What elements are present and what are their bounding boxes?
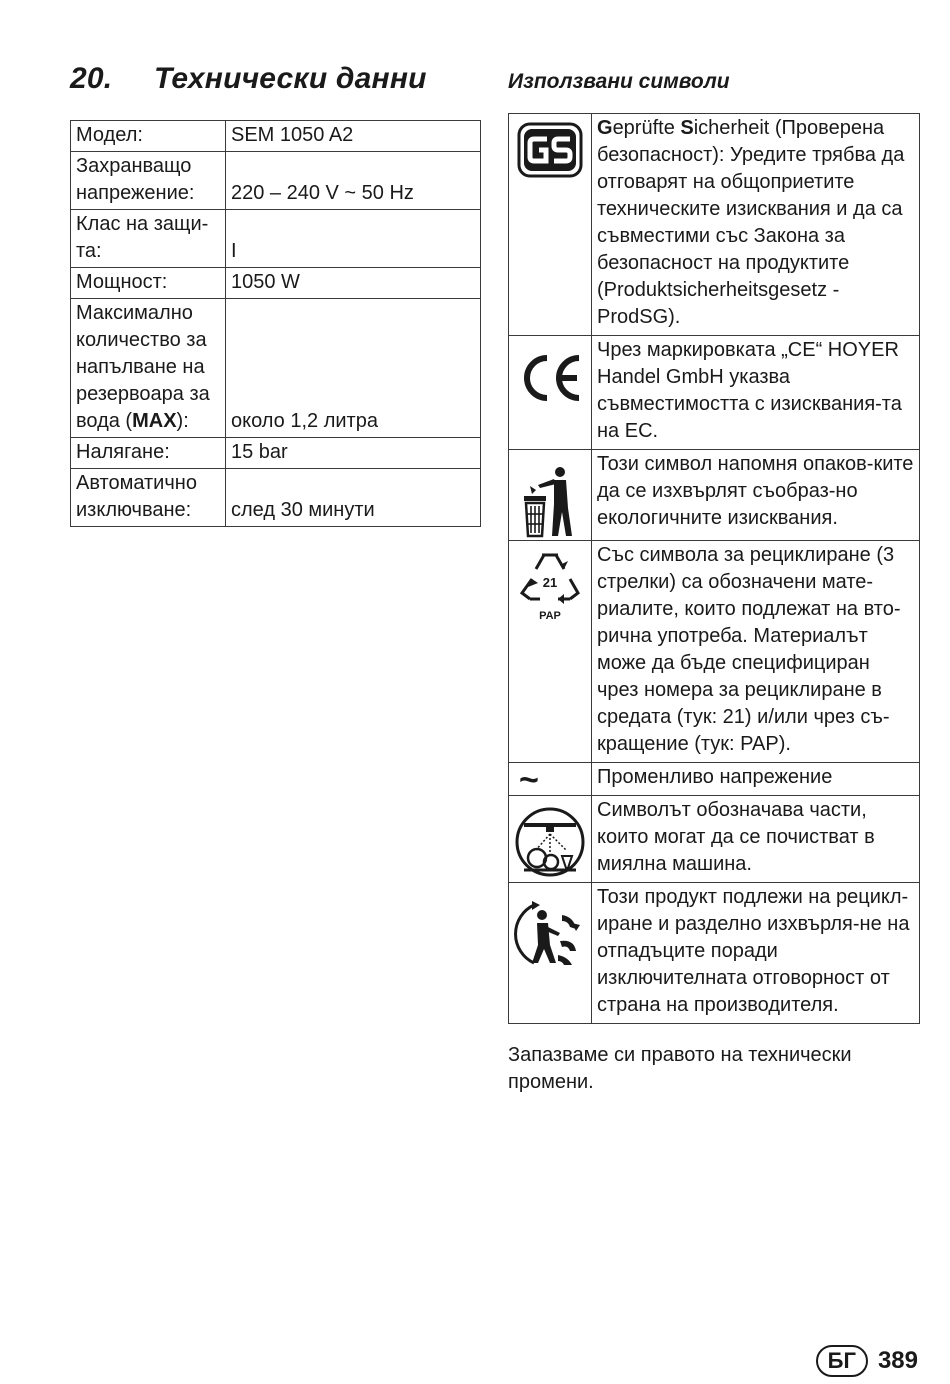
page-footer <box>816 1345 918 1377</box>
ce-mark-cell <box>509 336 592 450</box>
recycle-cell <box>509 541 592 763</box>
bin-description: Този символ напомня опаков-ките да се изхвърлят съобраз-но екологичните изисквания. <box>592 450 920 541</box>
table-row <box>71 210 481 268</box>
table-row <box>71 438 481 469</box>
recycle-abbr: PAP <box>539 610 561 622</box>
spec-label: Мощност: <box>71 268 226 299</box>
ac-description: Променливо напрежение <box>592 763 920 796</box>
table-row <box>71 121 481 152</box>
spec-value: 1050 W <box>226 268 481 299</box>
recycling-triangle-icon <box>518 549 582 623</box>
table-row <box>509 450 920 541</box>
dishwasher-cell <box>509 796 592 883</box>
spec-label: Захранващо напрежение: <box>71 152 226 210</box>
spec-value: SEM 1050 A2 <box>226 121 481 152</box>
dishwasher-safe-icon <box>514 806 586 878</box>
ce-mark-description: Чрез маркировката „CE“ HOYER Handel GmbH указва съвместимостта с изисквания-та на ЕС. <box>592 336 920 450</box>
language-badge: БГ <box>816 1345 868 1377</box>
symbols-table <box>508 113 920 1024</box>
ce-mark-icon <box>515 348 585 408</box>
gs-mark-icon <box>517 122 583 178</box>
symbols-heading: Използвани символи <box>508 70 730 93</box>
table-row <box>509 336 920 450</box>
spec-label: Автоматично изключване: <box>71 469 226 527</box>
table-row <box>509 763 920 796</box>
spec-label: Налягане: <box>71 438 226 469</box>
spec-value: 220 – 240 V ~ 50 Hz <box>226 152 481 210</box>
spec-value: 15 bar <box>226 438 481 469</box>
triman-icon <box>512 895 588 973</box>
table-row <box>71 299 481 438</box>
ac-cell <box>509 761 592 799</box>
alternating-current-icon: ~ <box>519 761 539 799</box>
table-row <box>509 796 920 883</box>
dishwasher-description: Символът обозначава части, които могат да се почистват в миялна машина. <box>592 796 920 883</box>
table-row <box>509 541 920 763</box>
section-number: 20. <box>70 62 113 95</box>
table-row <box>509 114 920 336</box>
recycle-code: 21 <box>542 575 558 590</box>
table-row <box>71 152 481 210</box>
tech-data-table <box>70 120 481 527</box>
table-row <box>509 883 920 1024</box>
spec-label: Клас на защи-та: <box>71 210 226 268</box>
spec-value: след 30 минути <box>226 469 481 527</box>
gs-mark-description: Geprüfte Sicherheit (Проверена безопасност): Уредите трябва да отговарят на общоприетите техническите изисквания и да са съвместими със Закона за безопасност на продуктите (Produktsicherheitsgesetz - ProdSG). <box>592 114 920 336</box>
gs-mark-cell <box>509 114 592 336</box>
recycle-description: Със символа за рециклиране (3 стрелки) са обозначени мате-риалите, които подлежат на вто-рична употреба. Материалът може да бъде специфициран чрез номера за рециклиране в средата (тук: 21) и/или чрез съ-кращение (тук: PAP). <box>592 541 920 763</box>
bin-cell <box>509 450 592 541</box>
page-number: 389 <box>877 1347 918 1374</box>
spec-value: I <box>226 210 481 268</box>
triman-description: Този продукт подлежи на рецикл-иране и разделно изхвърля-не на отпадъците поради изключителната отговорност от страна на производителя. <box>592 883 920 1024</box>
table-row <box>71 469 481 527</box>
spec-label: Максимално количество за напълване на резервоара за вода (MAX): <box>71 299 226 438</box>
waste-bin-person-icon <box>520 464 580 540</box>
spec-value: около 1,2 литра <box>226 299 481 438</box>
section-title: Технически данни <box>154 62 427 95</box>
section-heading <box>70 62 427 96</box>
triman-cell <box>509 883 592 1024</box>
table-row <box>71 268 481 299</box>
technical-changes-note: Запазваме си правото на технически промени. <box>508 1044 852 1093</box>
spec-label: Модел: <box>71 121 226 152</box>
